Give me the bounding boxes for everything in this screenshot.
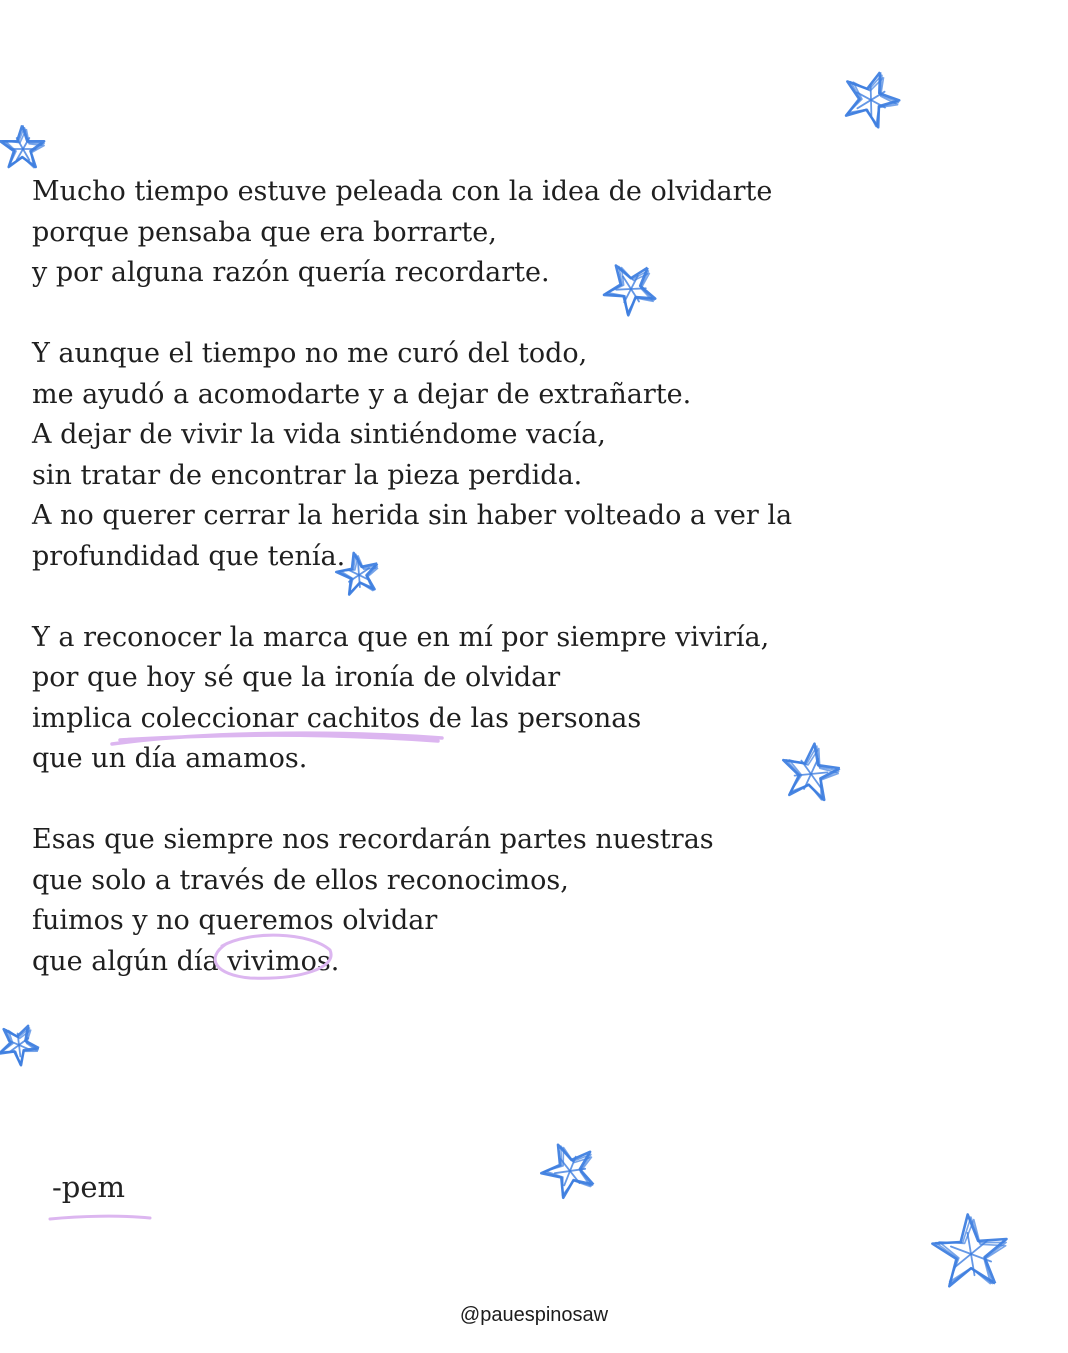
poem-line: porque pensaba que era borrarte, — [32, 216, 497, 248]
poem — [32, 172, 932, 1023]
hand-drawn-star-icon — [540, 1140, 600, 1202]
hand-drawn-star-icon — [335, 548, 383, 602]
hand-drawn-star-icon — [930, 1206, 1012, 1302]
poem-line: me ayudó a acomodarte y a dejar de extrañarte. — [32, 378, 692, 410]
hand-drawn-star-icon — [0, 1018, 42, 1072]
poem-line: que algún día vivimos. — [32, 945, 340, 977]
stanza-4 — [32, 820, 932, 982]
poem-line: y por alguna razón quería recordarte. — [32, 257, 550, 288]
stanza-2 — [32, 334, 932, 577]
poem-line: A dejar de vivir la vida sintiéndome vacía, — [32, 419, 606, 450]
poem-line: Y a reconocer la marca que en mí por siempre viviría, — [32, 621, 770, 653]
poem-line: sin tratar de encontrar la pieza perdida. — [32, 459, 583, 491]
poem-line: por que hoy sé que la ironía de olvidar — [32, 662, 561, 693]
signature: -pem — [52, 1170, 126, 1204]
poem-line: Y aunque el tiempo no me curó del todo, — [32, 338, 588, 369]
poem-line: profundidad que tenía. — [32, 540, 346, 572]
hand-drawn-star-icon — [0, 118, 48, 180]
poem-line: Esas que siempre nos recordarán partes nuestras — [32, 824, 714, 855]
hand-drawn-star-icon — [776, 742, 846, 806]
poem-line: que un día amamos. — [32, 743, 308, 774]
underline-signature — [50, 1216, 150, 1219]
poem-line: que solo a través de ellos reconocimos, — [32, 864, 569, 896]
stanza-1 — [32, 172, 932, 294]
hand-drawn-star-icon — [840, 66, 902, 134]
poem-line: implica coleccionar cachitos de las personas — [32, 702, 642, 734]
poem-line: fuimos y no queremos olvidar — [32, 905, 438, 936]
poem-line: A no querer cerrar la herida sin haber volteado a ver la — [32, 500, 793, 531]
poem-line: Mucho tiempo estuve peleada con la idea de olvidarte — [32, 176, 773, 207]
hand-drawn-star-icon — [600, 260, 662, 318]
author-handle: @pauespinosaw — [459, 1304, 609, 1326]
